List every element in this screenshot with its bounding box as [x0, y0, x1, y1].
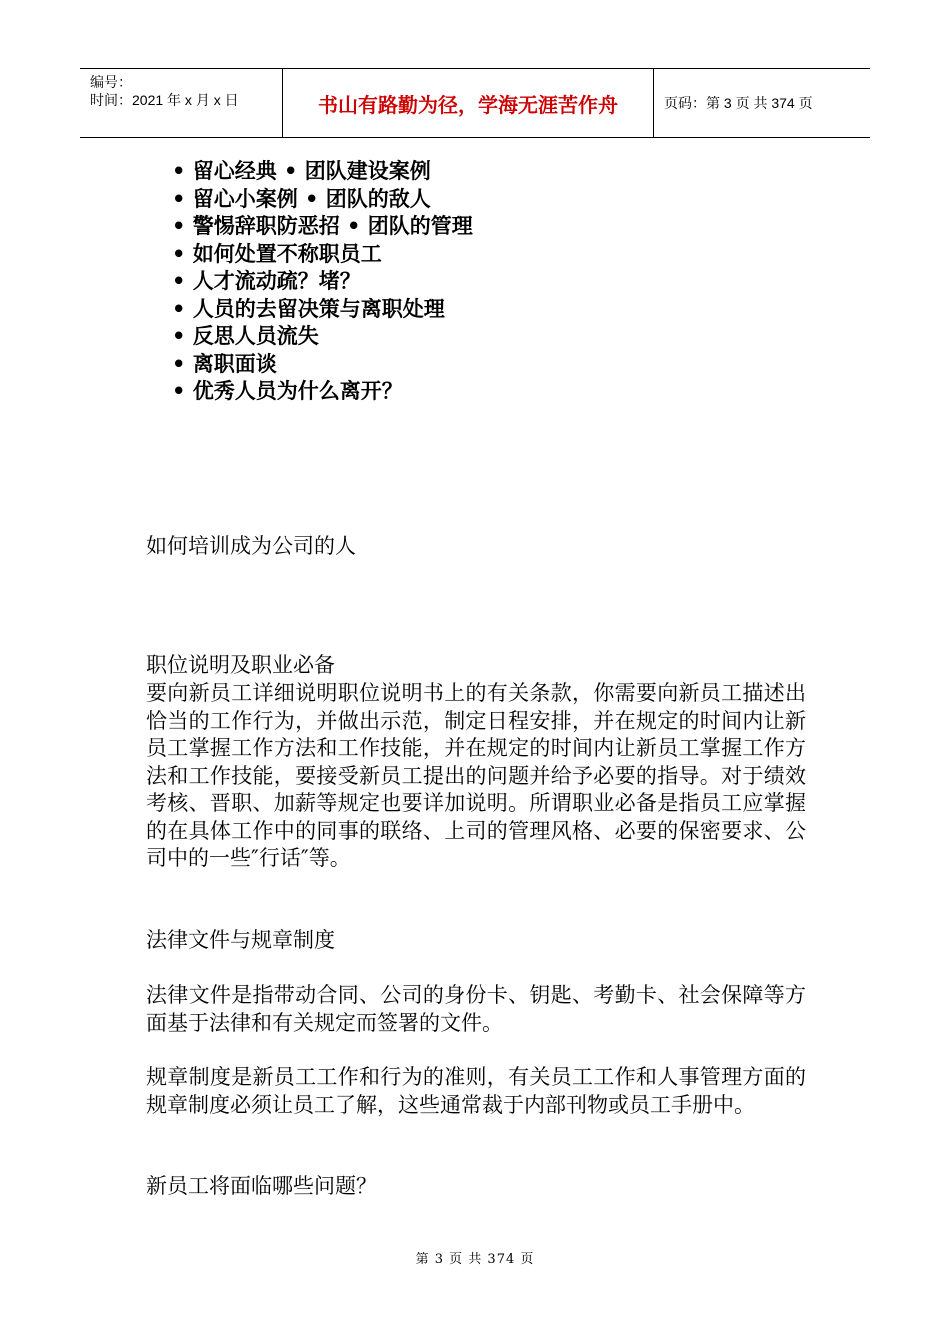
- bullet-item: • 如何处置不称职员工: [172, 241, 382, 266]
- bullet-item: • 留心经典 • 团队建设案例: [172, 159, 431, 183]
- section-heading-question: 新员工将面临哪些问题？: [146, 1174, 377, 1198]
- section-heading-training: 如何培训成为公司的人: [146, 534, 356, 558]
- paragraph-rules: 规章制度是新员工工作和行为的准则，有关员工工作和人事管理方面的规章制度必须让员工了解，这些通常裁于内部刊物或员工手册中。: [146, 1065, 806, 1117]
- page-footer: 第 3 页 共 374 页: [415, 1252, 535, 1267]
- header-meta: [80, 69, 282, 137]
- bullet-item: • 人才流动疏？堵？: [172, 269, 361, 293]
- section-heading-job: 职位说明及职业必备: [146, 653, 335, 677]
- bullet-item: • 优秀人员为什么离开？: [172, 379, 403, 403]
- header-page-info: 页码：第 3 页 共 374 页: [664, 95, 813, 111]
- section-heading-law: 法律文件与规章制度: [146, 928, 335, 952]
- bullet-list: [172, 158, 473, 406]
- bullet-item: • 反思人员流失: [172, 324, 319, 348]
- page-header: [80, 68, 870, 138]
- bullet-item: • 留心小案例 • 团队的敌人: [172, 186, 431, 211]
- paragraph-law: 法律文件是指带动合同、公司的身份卡、钥匙、考勤卡、社会保障等方面基于法律和有关规定而签署的文件。: [146, 983, 806, 1035]
- bullet-item: • 离职面谈: [172, 351, 277, 376]
- header-motto-cell: [283, 69, 653, 137]
- header-divider: [653, 69, 654, 137]
- paragraph-job: 要向新员工详细说明职位说明书上的有关条款，你需要向新员工描述出恰当的工作行为，并做出示范，制定日程安排，并在规定的时间内让新员工掌握工作方法和工作技能，并在规定的时间内让新员工掌握工作方法和工作技能，要接受新员工提出的问题并给予必要的指导。对于绩效考核、晋职、加薪等规定也要详加说明。所谓职业必备是指员工应掌握的在具体工作中的同事的联络、上司的管理风格、必要的保密要求、公司中的一些″行话″等。: [146, 681, 806, 870]
- document-date: 时间：2021 年 x 月 x 日: [90, 92, 239, 108]
- bullet-item: • 警惕辞职防恶招 • 团队的管理: [172, 214, 473, 238]
- header-motto: 书山有路勤为径，学海无涯苦作舟: [318, 92, 618, 117]
- bullet-item: • 人员的去留决策与离职处理: [172, 296, 445, 321]
- document-number-label: 编号：: [90, 74, 132, 90]
